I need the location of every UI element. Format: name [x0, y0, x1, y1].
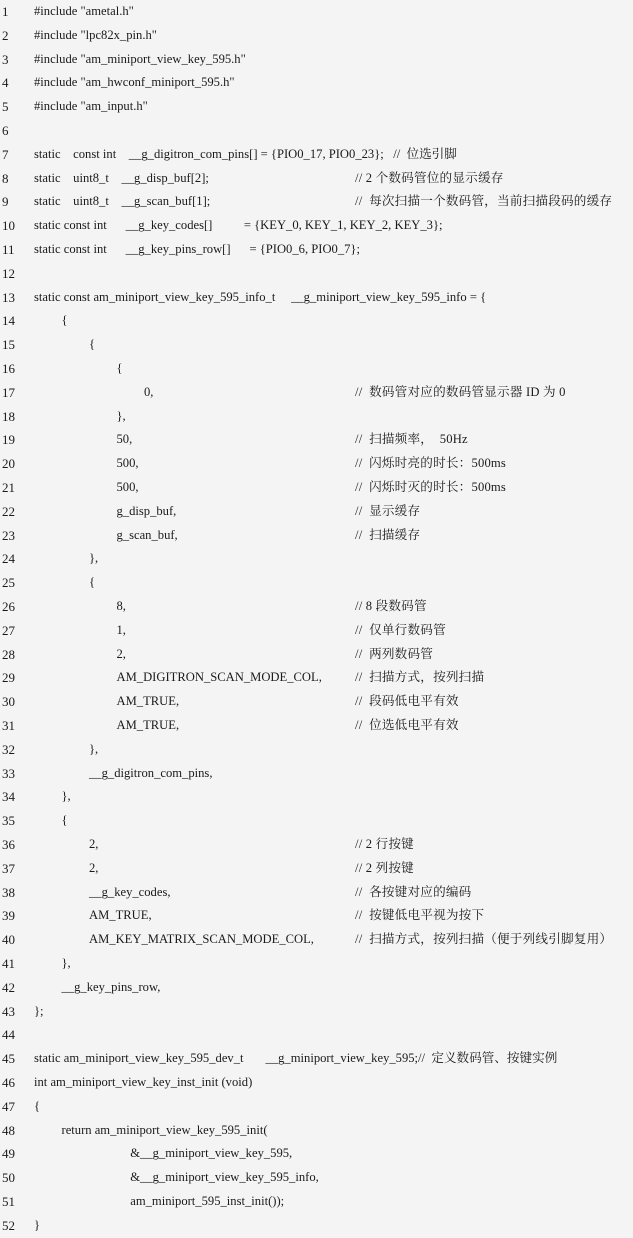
- code-line: [0, 666, 633, 690]
- code-line: [0, 405, 633, 429]
- code-text: {: [89, 575, 96, 590]
- code-line: [0, 595, 633, 619]
- line-number: 27: [2, 622, 15, 638]
- code-line: [0, 24, 633, 48]
- code-line: [0, 928, 633, 952]
- line-number: 49: [2, 1146, 15, 1162]
- line-number: 43: [2, 1003, 15, 1019]
- code-text: #include "lpc82x_pin.h": [34, 27, 157, 42]
- code-line: [0, 309, 633, 333]
- code-comment: // 闪烁时亮的时长：500ms: [355, 456, 507, 471]
- code-line: [0, 785, 633, 809]
- code-line: [0, 1023, 633, 1047]
- line-number: 22: [2, 503, 15, 519]
- code-comment: // 显示缓存: [355, 503, 421, 518]
- line-number: 36: [2, 837, 15, 852]
- code-text: {: [34, 1098, 41, 1113]
- code-text: 2,: [116, 646, 126, 661]
- code-line: [0, 428, 633, 452]
- code-text: am_miniport_595_inst_init());: [130, 1194, 285, 1208]
- line-number: 33: [2, 765, 15, 781]
- line-number: 28: [2, 646, 15, 662]
- code-text: return am_miniport_view_key_595_init(: [61, 1122, 268, 1137]
- code-line: [0, 357, 633, 381]
- line-number: 7: [2, 146, 9, 162]
- code-line: [0, 619, 633, 643]
- code-line: [0, 476, 633, 500]
- code-line: [0, 857, 633, 881]
- code-line: [0, 524, 633, 548]
- code-text: static const am_miniport_view_key_595_info_t __g_miniport_view_key_595_info = {: [34, 289, 487, 304]
- line-number: 40: [2, 932, 15, 948]
- code-comment: // 每次扫描一个数码管，当前扫描段码的缓存: [355, 194, 613, 209]
- code-text: g_disp_buf,: [116, 503, 177, 518]
- code-text: static uint8_t __g_scan_buf[1];: [34, 194, 211, 209]
- line-number: 46: [2, 1075, 15, 1090]
- code-line: [0, 1047, 633, 1071]
- code-line: [0, 167, 633, 191]
- code-comment: // 数码管对应的数码管显示器 ID 为 0: [355, 384, 566, 399]
- code-text: },: [89, 551, 99, 566]
- line-number: 42: [2, 979, 15, 995]
- line-number: 24: [2, 551, 15, 567]
- code-line: [0, 714, 633, 738]
- code-text: AM_KEY_MATRIX_SCAN_MODE_COL,: [89, 932, 314, 947]
- code-text: static uint8_t __g_disp_buf[2];: [34, 170, 209, 185]
- code-text: {: [61, 313, 68, 328]
- code-line: [0, 1000, 633, 1024]
- code-comment: // 段码低电平有效: [355, 694, 459, 709]
- code-line: [0, 1190, 633, 1214]
- line-number: 3: [2, 51, 9, 67]
- line-number: 39: [2, 908, 15, 924]
- code-text: static const int __g_digitron_com_pins[] = {PIO0_17, PIO0_23}; // 位选引脚: [34, 146, 457, 161]
- line-number: 37: [2, 860, 15, 876]
- line-number: 16: [2, 361, 15, 376]
- code-text: 8,: [116, 599, 126, 613]
- code-comment: // 各按键对应的编码: [355, 884, 472, 899]
- line-number: 10: [2, 218, 15, 234]
- line-number: 21: [2, 480, 15, 495]
- code-text: 500,: [116, 480, 139, 494]
- code-line: [0, 500, 633, 524]
- code-line: [0, 381, 633, 405]
- code-text: AM_DIGITRON_SCAN_MODE_COL,: [116, 670, 322, 685]
- code-text: {: [61, 813, 68, 828]
- code-line: [0, 0, 633, 24]
- code-text: #include "am_input.h": [34, 99, 148, 114]
- line-number: 4: [2, 75, 9, 91]
- code-line: [0, 881, 633, 905]
- code-text: 1,: [116, 622, 126, 637]
- line-number: 5: [2, 99, 9, 115]
- code-text: g_scan_buf,: [116, 527, 178, 542]
- code-text: &__g_miniport_view_key_595,: [130, 1146, 293, 1161]
- code-line: [0, 190, 633, 214]
- line-number: 47: [2, 1098, 15, 1114]
- code-line: [0, 738, 633, 762]
- line-number: 25: [2, 575, 15, 591]
- code-line: [0, 143, 633, 167]
- code-line: [0, 690, 633, 714]
- code-comment: // 2 个数码管位的显示缓存: [355, 170, 504, 185]
- code-line: [0, 1142, 633, 1166]
- line-number: 11: [2, 242, 15, 257]
- code-text: static const int __g_key_codes[] = {KEY_0, KEY_1, KEY_2, KEY_3};: [34, 218, 443, 233]
- code-comment: // 两列数码管: [355, 646, 434, 661]
- code-comment: // 8 段数码管: [355, 599, 427, 613]
- code-text: #include "ametal.h": [34, 4, 134, 18]
- code-line: [0, 95, 633, 119]
- code-text: static const int __g_key_pins_row[] = {PIO0_6, PIO0_7};: [34, 242, 360, 256]
- line-number: 2: [2, 27, 9, 43]
- code-line: [0, 1119, 633, 1143]
- code-line: [0, 762, 633, 786]
- code-text: };: [34, 1003, 44, 1018]
- code-line: [0, 1214, 633, 1238]
- code-line: [0, 809, 633, 833]
- code-line: [0, 952, 633, 976]
- code-line: [0, 71, 633, 95]
- line-number: 29: [2, 670, 15, 686]
- code-text: 2,: [89, 860, 99, 875]
- code-text: int am_miniport_view_key_inst_init (void): [34, 1075, 253, 1089]
- code-comment: // 2 列按键: [355, 860, 414, 875]
- code-text: __g_key_codes,: [89, 884, 171, 899]
- code-text: }: [34, 1217, 41, 1232]
- line-number: 32: [2, 741, 15, 757]
- line-number: 8: [2, 170, 9, 186]
- line-number: 15: [2, 337, 15, 353]
- code-line: [0, 1095, 633, 1119]
- code-comment: // 扫描频率， 50Hz: [355, 432, 468, 447]
- code-line: [0, 286, 633, 310]
- code-text: },: [61, 789, 71, 804]
- code-line: [0, 48, 633, 72]
- line-number: 26: [2, 599, 15, 614]
- line-number: 1: [2, 4, 9, 19]
- code-text: 50,: [116, 432, 133, 447]
- line-number: 18: [2, 408, 15, 424]
- line-number: 44: [2, 1027, 15, 1043]
- code-comment: // 扫描方式，按列扫描: [355, 670, 485, 685]
- code-text: {: [89, 337, 96, 352]
- line-number: 35: [2, 813, 15, 829]
- line-number: 12: [2, 265, 15, 281]
- line-number: 19: [2, 432, 15, 448]
- line-number: 20: [2, 456, 15, 472]
- code-text: },: [61, 956, 71, 970]
- line-number: 45: [2, 1051, 15, 1067]
- code-line: [0, 238, 633, 262]
- line-number: 30: [2, 694, 15, 710]
- code-text: static am_miniport_view_key_595_dev_t __g_miniport_view_key_595;// 定义数码管、按键实例: [34, 1051, 558, 1066]
- code-text: 2,: [89, 837, 99, 851]
- code-text: #include "am_miniport_view_key_595.h": [34, 51, 246, 66]
- line-number: 52: [2, 1217, 15, 1233]
- line-number: 9: [2, 194, 9, 210]
- code-text: 500,: [116, 456, 139, 471]
- code-text: #include "am_hwconf_miniport_595.h": [34, 75, 235, 90]
- line-number: 41: [2, 956, 15, 971]
- code-line: [0, 214, 633, 238]
- code-line: [0, 1071, 633, 1095]
- code-line: [0, 119, 633, 143]
- code-text: },: [116, 408, 126, 423]
- line-number: 31: [2, 718, 15, 733]
- code-line: [0, 571, 633, 595]
- code-text: __g_key_pins_row,: [61, 979, 161, 994]
- line-number: 34: [2, 789, 15, 805]
- line-number: 50: [2, 1170, 15, 1186]
- code-line: [0, 262, 633, 286]
- code-line: [0, 547, 633, 571]
- code-line: [0, 452, 633, 476]
- code-line: [0, 904, 633, 928]
- code-line: [0, 333, 633, 357]
- code-text: 0,: [144, 384, 154, 399]
- code-comment: // 2 行按键: [355, 837, 414, 851]
- line-number: 6: [2, 123, 9, 138]
- line-number: 17: [2, 384, 15, 400]
- code-comment: // 仅单行数码管: [355, 622, 446, 637]
- code-text: __g_digitron_com_pins,: [89, 765, 213, 780]
- code-text: AM_TRUE,: [116, 718, 180, 732]
- line-number: 48: [2, 1122, 15, 1138]
- code-text: {: [116, 361, 123, 375]
- code-text: AM_TRUE,: [116, 694, 180, 709]
- code-comment: // 闪烁时灭的时长：500ms: [355, 480, 507, 494]
- code-comment: // 扫描方式，按列扫描（便于列线引脚复用）: [355, 932, 613, 947]
- code-text: AM_TRUE,: [89, 908, 152, 923]
- line-number: 38: [2, 884, 15, 900]
- code-comment: // 按键低电平视为按下: [355, 908, 485, 923]
- code-line: [0, 976, 633, 1000]
- code-line: [0, 643, 633, 667]
- code-line: [0, 1166, 633, 1190]
- code-text: &__g_miniport_view_key_595_info,: [130, 1170, 319, 1185]
- code-text: },: [89, 741, 99, 756]
- line-number: 51: [2, 1194, 15, 1209]
- code-comment: // 扫描缓存: [355, 527, 421, 542]
- line-number: 23: [2, 527, 15, 543]
- code-comment: // 位选低电平有效: [355, 718, 459, 732]
- line-number: 13: [2, 289, 15, 305]
- line-number: 14: [2, 313, 15, 329]
- code-line: [0, 833, 633, 857]
